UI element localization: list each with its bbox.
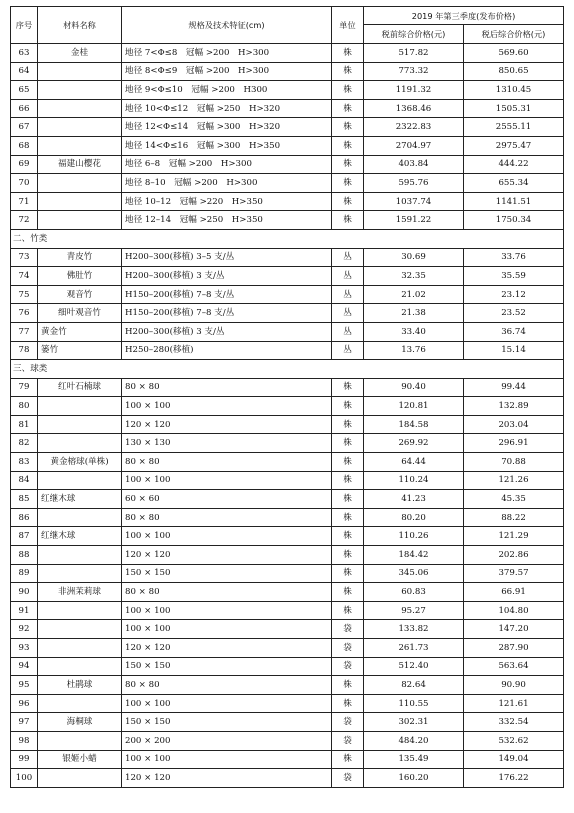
spec-cell: 100 × 100 [122, 471, 332, 490]
pre-tax-price-cell: 120.81 [364, 397, 464, 416]
header-spec: 规格及技术特征(cm) [122, 7, 332, 44]
table-row [11, 81, 564, 100]
post-tax-price-cell: 90.90 [464, 676, 564, 695]
material-name-cell: 黄金榕球(单株) [38, 453, 122, 472]
post-tax-price-cell: 66.91 [464, 583, 564, 602]
pre-tax-price-cell: 21.02 [364, 285, 464, 304]
table-row [11, 174, 564, 193]
seq-cell: 81 [11, 415, 38, 434]
unit-cell: 株 [332, 397, 364, 416]
seq-cell: 86 [11, 508, 38, 527]
spec-cell: 130 × 130 [122, 434, 332, 453]
seq-cell: 100 [11, 769, 38, 788]
post-tax-price-cell: 36.74 [464, 322, 564, 341]
material-name-cell [38, 192, 122, 211]
post-tax-price-cell: 176.22 [464, 769, 564, 788]
spec-cell: 地径 12–14 冠幅 >250 H>350 [122, 211, 332, 230]
spec-cell: 地径 10–12 冠幅 >220 H>350 [122, 192, 332, 211]
table-row [11, 490, 564, 509]
unit-cell: 株 [332, 750, 364, 769]
material-name-cell: 金桂 [38, 44, 122, 63]
table-row [11, 211, 564, 230]
material-name-cell: 黄金竹 [38, 322, 122, 341]
spec-cell: H200–300(移植) 3 支/丛 [122, 322, 332, 341]
material-name-cell [38, 211, 122, 230]
spec-cell: 100 × 100 [122, 620, 332, 639]
header-material-name: 材料名称 [38, 7, 122, 44]
table-row [11, 694, 564, 713]
table-row [11, 285, 564, 304]
post-tax-price-cell: 2555.11 [464, 118, 564, 137]
pre-tax-price-cell: 33.40 [364, 322, 464, 341]
table-row [11, 155, 564, 174]
pre-tax-price-cell: 82.64 [364, 676, 464, 695]
material-name-cell [38, 415, 122, 434]
spec-cell: 120 × 120 [122, 769, 332, 788]
material-name-cell: 海桐球 [38, 713, 122, 732]
post-tax-price-cell: 287.90 [464, 639, 564, 658]
post-tax-price-cell: 35.59 [464, 267, 564, 286]
spec-cell: H200–300(移植) 3–5 支/丛 [122, 248, 332, 267]
seq-cell: 83 [11, 453, 38, 472]
seq-cell: 75 [11, 285, 38, 304]
table-row [11, 657, 564, 676]
unit-cell: 丛 [332, 285, 364, 304]
spec-cell: 100 × 100 [122, 601, 332, 620]
post-tax-price-cell: 149.04 [464, 750, 564, 769]
material-name-cell [38, 564, 122, 583]
material-name-cell: 红叶石楠球 [38, 378, 122, 397]
seq-cell: 67 [11, 118, 38, 137]
unit-cell: 袋 [332, 639, 364, 658]
post-tax-price-cell: 70.88 [464, 453, 564, 472]
pre-tax-price-cell: 90.40 [364, 378, 464, 397]
unit-cell: 株 [332, 174, 364, 193]
material-name-cell [38, 657, 122, 676]
post-tax-price-cell: 121.26 [464, 471, 564, 490]
pre-tax-price-cell: 484.20 [364, 731, 464, 750]
table-row [11, 267, 564, 286]
table-row [11, 192, 564, 211]
table-row [11, 564, 564, 583]
post-tax-price-cell: 1310.45 [464, 81, 564, 100]
table-row [11, 136, 564, 155]
post-tax-price-cell: 104.80 [464, 601, 564, 620]
pre-tax-price-cell: 403.84 [364, 155, 464, 174]
unit-cell: 株 [332, 378, 364, 397]
material-name-cell [38, 694, 122, 713]
spec-cell: 地径 10<Φ≤12 冠幅 >250 H>320 [122, 99, 332, 118]
pre-tax-price-cell: 160.20 [364, 769, 464, 788]
unit-cell: 株 [332, 508, 364, 527]
spec-cell: 120 × 120 [122, 415, 332, 434]
unit-cell: 丛 [332, 248, 364, 267]
pre-tax-price-cell: 60.83 [364, 583, 464, 602]
price-table-container [10, 6, 563, 788]
post-tax-price-cell: 23.12 [464, 285, 564, 304]
spec-cell: 150 × 150 [122, 713, 332, 732]
table-row [11, 415, 564, 434]
section-row [11, 229, 564, 248]
table-row [11, 62, 564, 81]
seq-cell: 79 [11, 378, 38, 397]
table-row [11, 322, 564, 341]
spec-cell: 120 × 120 [122, 546, 332, 565]
seq-cell: 74 [11, 267, 38, 286]
table-row [11, 248, 564, 267]
pre-tax-price-cell: 269.92 [364, 434, 464, 453]
post-tax-price-cell: 121.29 [464, 527, 564, 546]
seq-cell: 91 [11, 601, 38, 620]
table-row [11, 434, 564, 453]
material-name-cell [38, 601, 122, 620]
spec-cell: 100 × 100 [122, 750, 332, 769]
unit-cell: 株 [332, 527, 364, 546]
table-row [11, 546, 564, 565]
spec-cell: 地径 8–10 冠幅 >200 H>300 [122, 174, 332, 193]
table-row [11, 620, 564, 639]
unit-cell: 袋 [332, 620, 364, 639]
pre-tax-price-cell: 2322.83 [364, 118, 464, 137]
seq-cell: 98 [11, 731, 38, 750]
spec-cell: 80 × 80 [122, 583, 332, 602]
seq-cell: 97 [11, 713, 38, 732]
pre-tax-price-cell: 184.42 [364, 546, 464, 565]
material-name-cell [38, 546, 122, 565]
pre-tax-price-cell: 13.76 [364, 341, 464, 360]
seq-cell: 89 [11, 564, 38, 583]
material-name-cell [38, 434, 122, 453]
material-name-cell [38, 620, 122, 639]
table-row [11, 304, 564, 323]
table-header [11, 7, 564, 44]
section-label: 二、竹类 [11, 229, 564, 248]
unit-cell: 株 [332, 44, 364, 63]
material-name-cell [38, 508, 122, 527]
unit-cell: 株 [332, 564, 364, 583]
pre-tax-price-cell: 517.82 [364, 44, 464, 63]
spec-cell: 80 × 80 [122, 378, 332, 397]
pre-tax-price-cell: 80.20 [364, 508, 464, 527]
pre-tax-price-cell: 95.27 [364, 601, 464, 620]
spec-cell: H250–280(移植) [122, 341, 332, 360]
unit-cell: 株 [332, 155, 364, 174]
seq-cell: 99 [11, 750, 38, 769]
seq-cell: 73 [11, 248, 38, 267]
table-row [11, 44, 564, 63]
material-name-cell: 佛肚竹 [38, 267, 122, 286]
pre-tax-price-cell: 1037.74 [364, 192, 464, 211]
post-tax-price-cell: 332.54 [464, 713, 564, 732]
post-tax-price-cell: 379.57 [464, 564, 564, 583]
seq-cell: 66 [11, 99, 38, 118]
seq-cell: 76 [11, 304, 38, 323]
unit-cell: 株 [332, 694, 364, 713]
post-tax-price-cell: 569.60 [464, 44, 564, 63]
post-tax-price-cell: 88.22 [464, 508, 564, 527]
spec-cell: 200 × 200 [122, 731, 332, 750]
seq-cell: 80 [11, 397, 38, 416]
table-row [11, 583, 564, 602]
post-tax-price-cell: 15.14 [464, 341, 564, 360]
material-name-cell [38, 99, 122, 118]
material-name-cell [38, 639, 122, 658]
spec-cell: 60 × 60 [122, 490, 332, 509]
pre-tax-price-cell: 30.69 [364, 248, 464, 267]
table-body [11, 44, 564, 788]
spec-cell: 地径 6–8 冠幅 >200 H>300 [122, 155, 332, 174]
post-tax-price-cell: 33.76 [464, 248, 564, 267]
material-name-cell: 红继木球 [38, 490, 122, 509]
seq-cell: 85 [11, 490, 38, 509]
material-name-cell: 银姬小蜡 [38, 750, 122, 769]
table-row [11, 341, 564, 360]
material-name-cell: 青皮竹 [38, 248, 122, 267]
pre-tax-price-cell: 64.44 [364, 453, 464, 472]
post-tax-price-cell: 1750.34 [464, 211, 564, 230]
unit-cell: 株 [332, 434, 364, 453]
post-tax-price-cell: 45.35 [464, 490, 564, 509]
unit-cell: 袋 [332, 769, 364, 788]
table-row [11, 471, 564, 490]
spec-cell: 80 × 80 [122, 453, 332, 472]
unit-cell: 株 [332, 601, 364, 620]
table-row [11, 731, 564, 750]
header-pre-tax-price: 税前综合价格(元) [364, 25, 464, 44]
pre-tax-price-cell: 133.82 [364, 620, 464, 639]
spec-cell: 120 × 120 [122, 639, 332, 658]
pre-tax-price-cell: 110.26 [364, 527, 464, 546]
post-tax-price-cell: 2975.47 [464, 136, 564, 155]
unit-cell: 丛 [332, 322, 364, 341]
material-name-cell [38, 471, 122, 490]
post-tax-price-cell: 121.61 [464, 694, 564, 713]
pre-tax-price-cell: 135.49 [364, 750, 464, 769]
spec-cell: 地径 8<Φ≤9 冠幅 >200 H>300 [122, 62, 332, 81]
seq-cell: 69 [11, 155, 38, 174]
post-tax-price-cell: 532.62 [464, 731, 564, 750]
spec-cell: 100 × 100 [122, 694, 332, 713]
pre-tax-price-cell: 110.24 [364, 471, 464, 490]
section-row [11, 360, 564, 379]
spec-cell: 地径 7<Φ≤8 冠幅 >200 H>300 [122, 44, 332, 63]
post-tax-price-cell: 1141.51 [464, 192, 564, 211]
spec-cell: 100 × 100 [122, 527, 332, 546]
spec-cell: 100 × 100 [122, 397, 332, 416]
material-name-cell [38, 731, 122, 750]
material-name-cell: 福建山樱花 [38, 155, 122, 174]
table-row [11, 769, 564, 788]
material-name-cell: 非洲茉莉球 [38, 583, 122, 602]
post-tax-price-cell: 1505.31 [464, 99, 564, 118]
spec-cell: H150–200(移植) 7–8 支/丛 [122, 304, 332, 323]
seq-cell: 63 [11, 44, 38, 63]
seq-cell: 65 [11, 81, 38, 100]
unit-cell: 株 [332, 676, 364, 695]
post-tax-price-cell: 203.04 [464, 415, 564, 434]
table-row [11, 713, 564, 732]
spec-cell: 地径 14<Φ≤16 冠幅 >300 H>350 [122, 136, 332, 155]
seq-cell: 71 [11, 192, 38, 211]
post-tax-price-cell: 563.64 [464, 657, 564, 676]
material-name-cell: 红继木球 [38, 527, 122, 546]
header-quarter: 2019 年第三季度(发布价格) [364, 7, 564, 25]
pre-tax-price-cell: 512.40 [364, 657, 464, 676]
table-row [11, 601, 564, 620]
post-tax-price-cell: 202.86 [464, 546, 564, 565]
material-name-cell [38, 118, 122, 137]
pre-tax-price-cell: 345.06 [364, 564, 464, 583]
material-name-cell: 篓竹 [38, 341, 122, 360]
pre-tax-price-cell: 1368.46 [364, 99, 464, 118]
table-row [11, 99, 564, 118]
post-tax-price-cell: 296.91 [464, 434, 564, 453]
material-name-cell [38, 62, 122, 81]
spec-cell: H200–300(移植) 3 支/丛 [122, 267, 332, 286]
spec-cell: 150 × 150 [122, 564, 332, 583]
pre-tax-price-cell: 184.58 [364, 415, 464, 434]
post-tax-price-cell: 132.89 [464, 397, 564, 416]
pre-tax-price-cell: 2704.97 [364, 136, 464, 155]
pre-tax-price-cell: 1591.22 [364, 211, 464, 230]
unit-cell: 株 [332, 415, 364, 434]
seq-cell: 82 [11, 434, 38, 453]
table-row [11, 397, 564, 416]
seq-cell: 94 [11, 657, 38, 676]
unit-cell: 株 [332, 62, 364, 81]
unit-cell: 株 [332, 453, 364, 472]
seq-cell: 93 [11, 639, 38, 658]
seq-cell: 87 [11, 527, 38, 546]
seq-cell: 96 [11, 694, 38, 713]
unit-cell: 株 [332, 471, 364, 490]
pre-tax-price-cell: 110.55 [364, 694, 464, 713]
material-name-cell: 杜鹃球 [38, 676, 122, 695]
material-name-cell [38, 174, 122, 193]
post-tax-price-cell: 850.65 [464, 62, 564, 81]
post-tax-price-cell: 444.22 [464, 155, 564, 174]
table-row [11, 118, 564, 137]
seq-cell: 72 [11, 211, 38, 230]
spec-cell: 地径 9<Φ≤10 冠幅 >200 H300 [122, 81, 332, 100]
seq-cell: 78 [11, 341, 38, 360]
seq-cell: 84 [11, 471, 38, 490]
seq-cell: 68 [11, 136, 38, 155]
header-post-tax-price: 税后综合价格(元) [464, 25, 564, 44]
post-tax-price-cell: 23.52 [464, 304, 564, 323]
header-unit: 单位 [332, 7, 364, 44]
spec-cell: 80 × 80 [122, 508, 332, 527]
unit-cell: 株 [332, 192, 364, 211]
seq-cell: 95 [11, 676, 38, 695]
table-row [11, 378, 564, 397]
unit-cell: 丛 [332, 267, 364, 286]
material-name-cell: 细叶观音竹 [38, 304, 122, 323]
unit-cell: 株 [332, 99, 364, 118]
pre-tax-price-cell: 1191.32 [364, 81, 464, 100]
unit-cell: 袋 [332, 731, 364, 750]
header-seq: 序号 [11, 7, 38, 44]
unit-cell: 株 [332, 583, 364, 602]
post-tax-price-cell: 655.34 [464, 174, 564, 193]
price-table [10, 6, 564, 788]
material-name-cell [38, 136, 122, 155]
table-row [11, 676, 564, 695]
pre-tax-price-cell: 41.23 [364, 490, 464, 509]
unit-cell: 袋 [332, 713, 364, 732]
table-row [11, 750, 564, 769]
unit-cell: 株 [332, 136, 364, 155]
material-name-cell: 观音竹 [38, 285, 122, 304]
unit-cell: 丛 [332, 304, 364, 323]
pre-tax-price-cell: 595.76 [364, 174, 464, 193]
post-tax-price-cell: 147.20 [464, 620, 564, 639]
pre-tax-price-cell: 773.32 [364, 62, 464, 81]
unit-cell: 株 [332, 118, 364, 137]
unit-cell: 株 [332, 211, 364, 230]
seq-cell: 88 [11, 546, 38, 565]
seq-cell: 64 [11, 62, 38, 81]
seq-cell: 77 [11, 322, 38, 341]
material-name-cell [38, 769, 122, 788]
post-tax-price-cell: 99.44 [464, 378, 564, 397]
spec-cell: 80 × 80 [122, 676, 332, 695]
material-name-cell [38, 397, 122, 416]
table-row [11, 453, 564, 472]
unit-cell: 袋 [332, 657, 364, 676]
spec-cell: H150–200(移植) 7–8 支/丛 [122, 285, 332, 304]
unit-cell: 株 [332, 81, 364, 100]
spec-cell: 150 × 150 [122, 657, 332, 676]
section-label: 三、球类 [11, 360, 564, 379]
unit-cell: 丛 [332, 341, 364, 360]
pre-tax-price-cell: 302.31 [364, 713, 464, 732]
material-name-cell [38, 81, 122, 100]
unit-cell: 株 [332, 546, 364, 565]
seq-cell: 70 [11, 174, 38, 193]
pre-tax-price-cell: 32.35 [364, 267, 464, 286]
table-row [11, 527, 564, 546]
table-row [11, 508, 564, 527]
seq-cell: 92 [11, 620, 38, 639]
pre-tax-price-cell: 21.38 [364, 304, 464, 323]
pre-tax-price-cell: 261.73 [364, 639, 464, 658]
table-row [11, 639, 564, 658]
seq-cell: 90 [11, 583, 38, 602]
spec-cell: 地径 12<Φ≤14 冠幅 >300 H>320 [122, 118, 332, 137]
unit-cell: 株 [332, 490, 364, 509]
